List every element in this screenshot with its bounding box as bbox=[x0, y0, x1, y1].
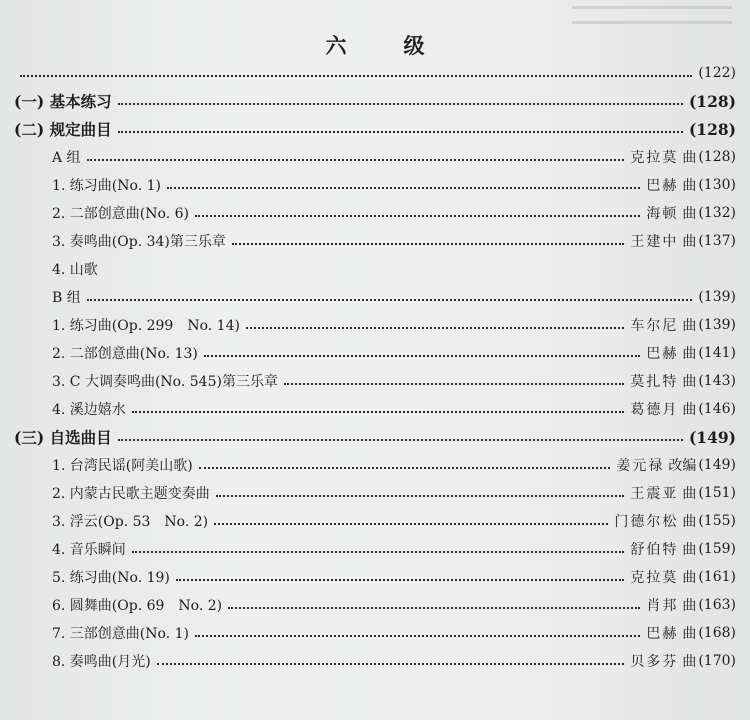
entry-title: 2. 二部创意曲(No. 13) bbox=[52, 346, 198, 362]
entry-credit-role: 曲 bbox=[682, 486, 697, 502]
entry-title: 2. 内蒙古民歌主题变奏曲 bbox=[52, 486, 210, 502]
toc-entry-row bbox=[52, 368, 736, 394]
entry-page-number: (128) bbox=[698, 149, 736, 165]
entry-credit-role: 曲 bbox=[682, 346, 697, 362]
entry-title: 4. 溪边嬉水 bbox=[52, 402, 126, 418]
dot-leader bbox=[214, 523, 608, 525]
dot-leader bbox=[228, 607, 640, 609]
toc-entry-row bbox=[52, 648, 736, 674]
dot-leader bbox=[199, 467, 611, 469]
entry-credit-role: 曲 bbox=[682, 542, 697, 558]
entry-title: A 组 bbox=[52, 150, 81, 166]
entry-composer: 克拉莫 bbox=[630, 150, 679, 166]
dot-leader bbox=[132, 411, 625, 413]
toc-entry-row bbox=[52, 452, 736, 478]
entry-page-number: (139) bbox=[698, 289, 736, 305]
entry-credit-role: 曲 bbox=[682, 206, 697, 222]
dot-leader bbox=[216, 495, 625, 497]
toc-entry-row bbox=[52, 172, 736, 198]
entry-page-number: (149) bbox=[698, 457, 736, 473]
entry-page-number: (149) bbox=[688, 427, 736, 447]
toc-entry-row bbox=[52, 228, 736, 254]
dot-leader bbox=[87, 299, 693, 301]
dot-leader bbox=[20, 75, 692, 77]
entry-composer: 巴赫 bbox=[646, 178, 679, 194]
entry-composer: 海顿 bbox=[646, 206, 679, 222]
entry-page-number: (168) bbox=[698, 625, 736, 641]
dot-leader bbox=[176, 579, 624, 581]
entry-page-number: (139) bbox=[698, 317, 736, 333]
entry-title: 1. 练习曲(Op. 299 No. 14) bbox=[52, 318, 240, 334]
toc-section-row bbox=[14, 116, 736, 142]
entry-title: (一) 基本练习 bbox=[14, 92, 112, 111]
entry-credit-role: 曲 bbox=[682, 654, 697, 670]
entry-page-number: (128) bbox=[688, 91, 736, 111]
toc-entry-row bbox=[52, 564, 736, 590]
toc-entry-row bbox=[52, 536, 736, 562]
entry-composer: 葛德月 bbox=[630, 402, 679, 418]
entry-title: 3. 奏鸣曲(Op. 34)第三乐章 bbox=[52, 234, 226, 250]
entry-composer: 巴赫 bbox=[646, 626, 679, 642]
dot-leader bbox=[157, 663, 625, 665]
toc-section-row bbox=[14, 424, 736, 450]
entry-page-number: (130) bbox=[698, 177, 736, 193]
dot-leader bbox=[195, 635, 640, 637]
entry-page-number: (161) bbox=[698, 569, 736, 585]
dot-leader bbox=[87, 159, 625, 161]
entry-composer: 王建中 bbox=[630, 234, 679, 250]
toc-entry-row bbox=[52, 144, 736, 170]
toc-entry-row bbox=[52, 620, 736, 646]
entry-page-number: (141) bbox=[698, 345, 736, 361]
entry-page-number: (122) bbox=[698, 65, 736, 81]
dot-leader bbox=[118, 131, 683, 133]
entry-composer: 舒伯特 bbox=[630, 542, 679, 558]
toc-entry-row bbox=[52, 340, 736, 366]
dot-leader bbox=[204, 355, 640, 357]
toc-entry-row bbox=[52, 480, 736, 506]
entry-credit-role: 改编 bbox=[668, 458, 697, 474]
entry-credit-role: 曲 bbox=[682, 234, 697, 250]
entry-title: 7. 三部创意曲(No. 1) bbox=[52, 626, 189, 642]
entry-title: 5. 练习曲(No. 19) bbox=[52, 570, 170, 586]
toc-entry-row bbox=[52, 256, 736, 282]
entry-page-number: (170) bbox=[698, 653, 736, 669]
dot-leader bbox=[167, 187, 640, 189]
toc-entry-row bbox=[52, 284, 736, 310]
entry-page-number: (143) bbox=[698, 373, 736, 389]
toc-section-row bbox=[14, 88, 736, 114]
entry-page-number: (155) bbox=[698, 513, 736, 529]
entry-page-number: (151) bbox=[698, 485, 736, 501]
dot-leader bbox=[118, 439, 683, 441]
entry-credit-role: 曲 bbox=[682, 626, 697, 642]
entry-composer: 莫扎特 bbox=[630, 374, 679, 390]
toc-entry-row bbox=[52, 312, 736, 338]
page-title: 六 级 bbox=[325, 33, 443, 58]
entry-title: 1. 台湾民谣(阿美山歌) bbox=[52, 458, 193, 474]
entry-composer: 车尔尼 bbox=[630, 318, 679, 334]
entry-composer: 姜元禄 bbox=[616, 458, 665, 474]
entry-credit-role: 曲 bbox=[682, 150, 697, 166]
entry-title: 3. 浮云(Op. 53 No. 2) bbox=[52, 514, 209, 530]
toc-entry-row bbox=[14, 60, 736, 86]
entry-page-number: (146) bbox=[698, 401, 736, 417]
dot-leader bbox=[195, 215, 640, 217]
dot-leader bbox=[132, 551, 625, 553]
entry-title: 1. 练习曲(No. 1) bbox=[52, 178, 161, 194]
entry-composer: 肖邦 bbox=[646, 598, 679, 614]
entry-page-number: (128) bbox=[688, 119, 736, 139]
entry-credit-role: 曲 bbox=[682, 178, 697, 194]
entry-credit-role: 曲 bbox=[682, 598, 697, 614]
toc-entry-row bbox=[52, 200, 736, 226]
entry-page-number: (137) bbox=[698, 233, 736, 249]
entry-title: 3. C 大调奏鸣曲(No. 545)第三乐章 bbox=[52, 374, 278, 390]
dot-leader bbox=[284, 383, 624, 385]
entry-title: (三) 自选曲目 bbox=[14, 428, 112, 447]
dot-leader bbox=[232, 243, 624, 245]
dot-leader bbox=[118, 103, 683, 105]
entry-page-number: (159) bbox=[698, 541, 736, 557]
entry-credit-role: 曲 bbox=[682, 514, 697, 530]
toc-entry-row bbox=[52, 592, 736, 618]
entry-composer: 巴赫 bbox=[646, 346, 679, 362]
entry-title: 2. 二部创意曲(No. 6) bbox=[52, 206, 189, 222]
entry-composer: 王震亚 bbox=[630, 486, 679, 502]
entry-page-number: (132) bbox=[698, 205, 736, 221]
entry-page-number: (163) bbox=[698, 597, 736, 613]
entry-title: B 组 bbox=[52, 290, 81, 306]
entry-credit-role: 曲 bbox=[682, 374, 697, 390]
entry-credit-role: 曲 bbox=[682, 318, 697, 334]
entry-composer: 门德尔松 bbox=[614, 514, 679, 530]
entry-composer: 贝多芬 bbox=[630, 654, 679, 670]
dot-leader bbox=[246, 327, 624, 329]
toc-entry-row bbox=[52, 396, 736, 422]
entry-title: (二) 规定曲目 bbox=[14, 120, 112, 139]
entry-title: 8. 奏鸣曲(月光) bbox=[52, 654, 151, 670]
entry-composer: 克拉莫 bbox=[630, 570, 679, 586]
entry-credit-role: 曲 bbox=[682, 402, 697, 418]
entry-title: 6. 圆舞曲(Op. 69 No. 2) bbox=[52, 598, 223, 614]
entry-title: 4. 山歌 bbox=[52, 262, 98, 278]
entry-title: 4. 音乐瞬间 bbox=[52, 542, 126, 558]
toc-entry-row bbox=[52, 508, 736, 534]
entry-credit-role: 曲 bbox=[682, 570, 697, 586]
